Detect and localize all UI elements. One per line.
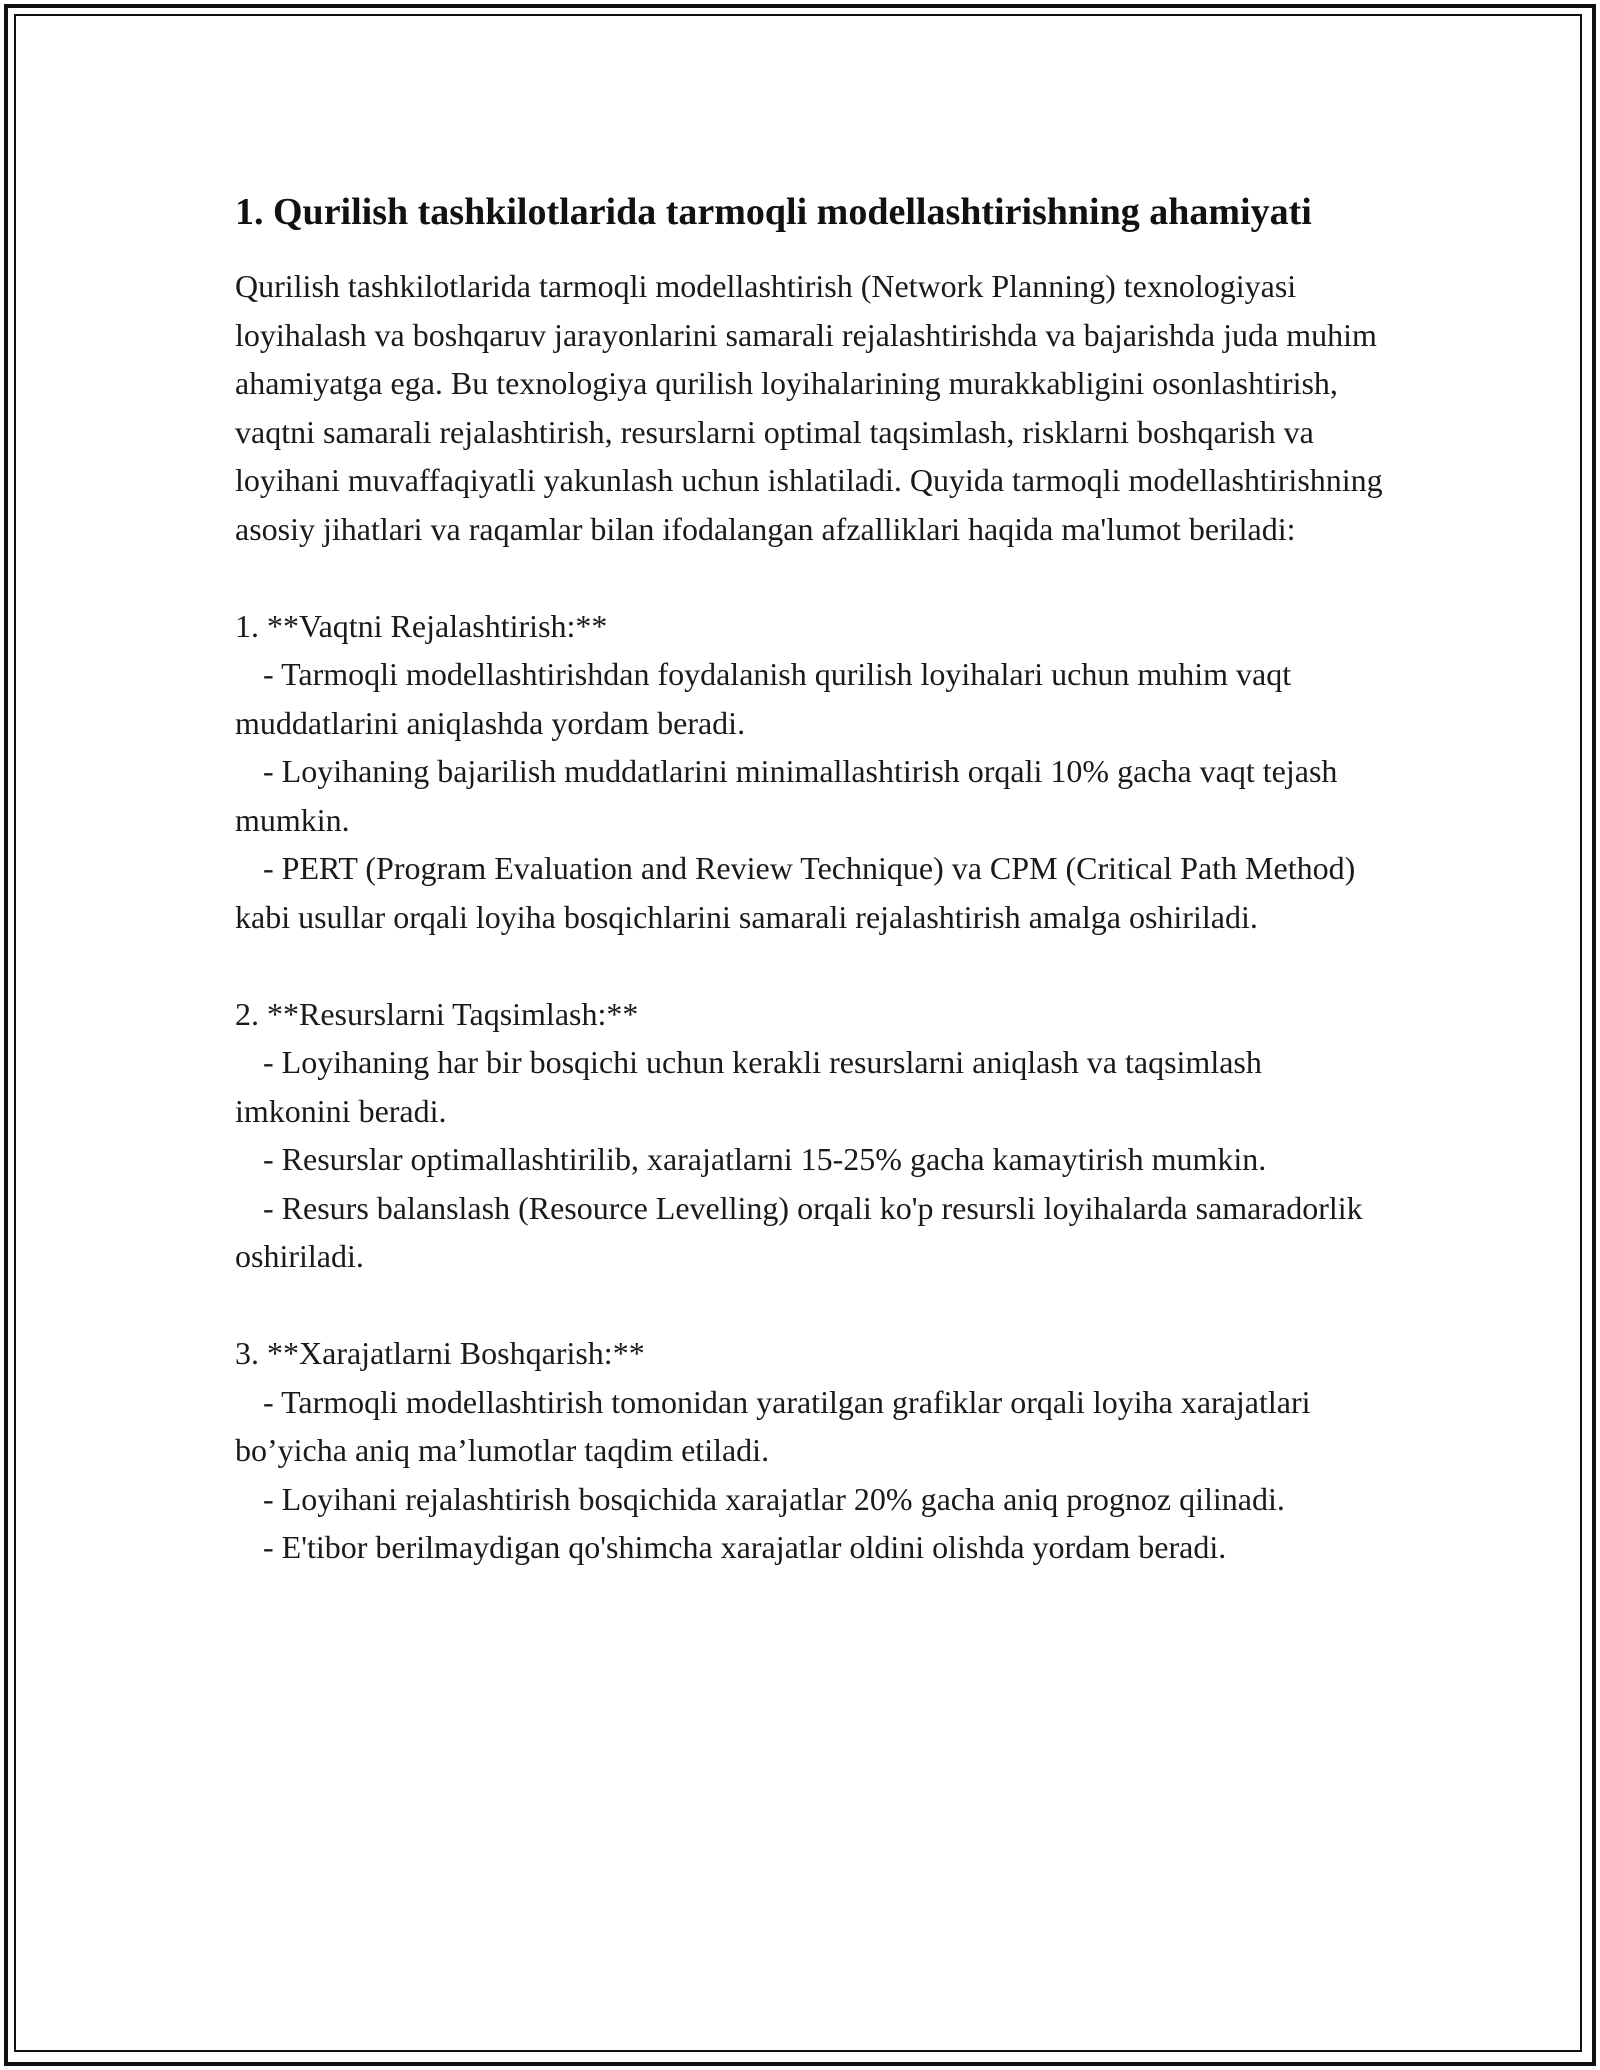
document-heading: 1. Qurilish tashkilotlarida tarmoqli modellashtirishning ahamiyati [235, 191, 1312, 233]
bullet-item: - Loyihaning bajarilish muddatlarini minimallashtirish orqali 10% gacha vaqt tejash mumkin. [235, 753, 1338, 838]
bullet-item: - Tarmoqli modellashtirish tomonidan yaratilgan grafiklar orqali loyiha xarajatlari bo’yicha aniq ma’lumotlar taqdim etiladi. [235, 1383, 1311, 1468]
bullet-item: - Loyihaning har bir bosqichi uchun kerakli resurslarni aniqlash va taqsimlash imkonini beradi. [235, 1044, 1262, 1129]
section-title: 1. **Vaqtni Rejalashtirish:** [235, 607, 608, 644]
bullet-item: - Resurs balanslash (Resource Levelling) orqali ko'p resursli loyihalarda samaradorlik oshiriladi. [235, 1189, 1363, 1274]
document-body [235, 185, 1385, 1572]
bullet-item: - E'tibor berilmaydigan qo'shimcha xarajatlar oldini olishda yordam beradi. [263, 1529, 1227, 1565]
bullet-item: - Tarmoqli modellashtirishdan foydalanish qurilish loyihalari uchun muhim vaqt muddatlarini aniqlashda yordam beradi. [235, 656, 1292, 741]
bullet-item: - Loyihani rejalashtirish bosqichida xarajatlar 20% gacha aniq prognoz qilinadi. [263, 1480, 1285, 1517]
bullet-item: - Resurslar optimallashtirilib, xarajatlarni 15-25% gacha kamaytirish mumkin. [263, 1141, 1267, 1177]
intro-paragraph: Qurilish tashkilotlarida tarmoqli modellashtirish (Network Planning) texnologiyasi loyihalash va boshqaruv jarayonlarini samarali rejalashtirishda va bajarishda juda muhim ahamiyatga ega. Bu texnologiya qurilish loyihalarining murakkabligini osonlashtirish, vaqtni samarali rejalashtirish, resurslarni optimal taqsimlash, risklarni boshqarish va loyihani muvaffaqiyatli yakunlash uchun ishlatiladi. Quyida tarmoqli modellashtirishning asosiy jihatlari va raqamlar bilan ifodalangan afzalliklari haqida ma'lumot beriladi: [235, 268, 1383, 547]
section-resource-allocation [235, 990, 1385, 1281]
bullet-item: - PERT (Program Evaluation and Review Technique) va CPM (Critical Path Method) kabi usullar orqali loyiha bosqichlarini samarali rejalashtirish amalga oshiriladi. [235, 850, 1356, 935]
section-time-planning [235, 602, 1385, 942]
section-title: 3. **Xarajatlarni Boshqarish:** [235, 1335, 645, 1371]
section-title: 2. **Resurslarni Taqsimlash:** [235, 995, 639, 1032]
section-cost-management [235, 1329, 1385, 1572]
